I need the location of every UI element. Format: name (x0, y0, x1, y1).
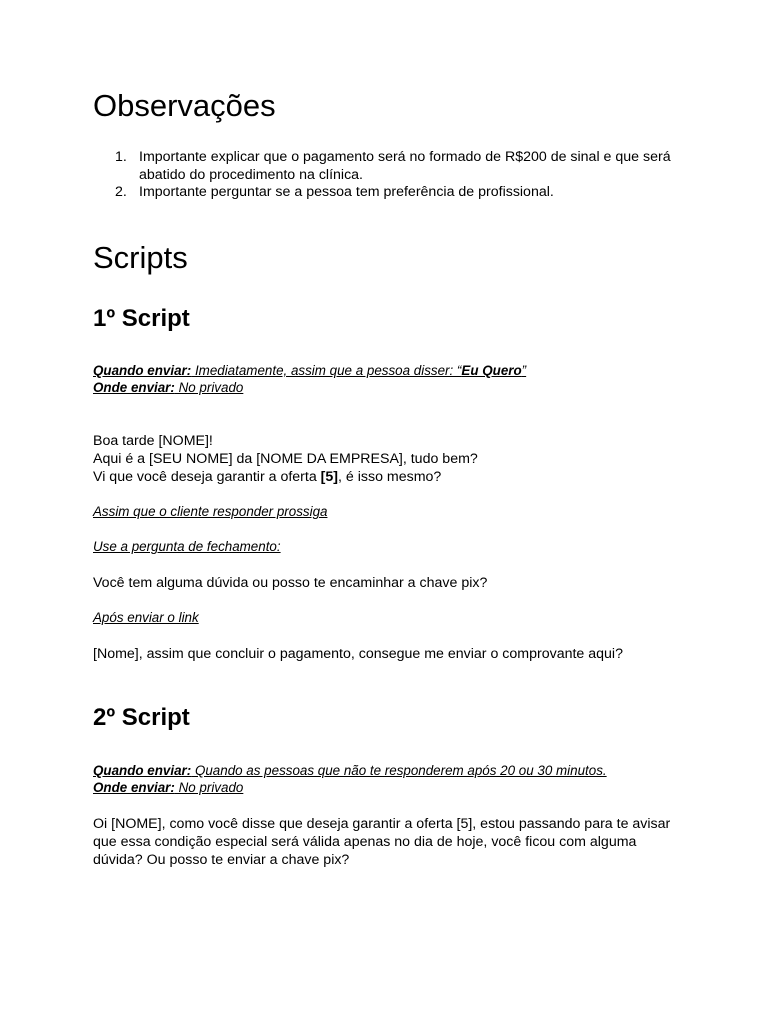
script1-when-bold: Eu Quero (461, 363, 522, 378)
script1-offer-text: Vi que você deseja garantir a oferta (93, 469, 321, 485)
script1-when-label: Quando enviar: (93, 363, 192, 378)
list-item (93, 184, 693, 202)
script1-where-label: Onde enviar: (93, 380, 175, 395)
script1-question: Você tem alguma dúvida ou posso te encaminhar a chave pix? (93, 575, 488, 591)
script2-where-text: No privado (174, 780, 244, 795)
script1-where (93, 379, 243, 397)
script2-body-line-3: dúvida? Ou posso te enviar a chave pix? (93, 852, 350, 868)
script1-where-text: No privado (174, 380, 244, 395)
script1-note-closing-question: Use a pergunta de fechamento: (93, 539, 281, 554)
script1-title: 1º Script (93, 305, 190, 332)
observacoes-heading: Observações (93, 88, 276, 123)
script2-title: 2º Script (93, 704, 190, 731)
script2-where (93, 779, 243, 797)
script2-body-line-1: Oi [NOME], como você disse que deseja garantir a oferta [5], estou passando para te avisar (93, 816, 671, 832)
list-item-number: 2. (115, 184, 127, 201)
script2-when-label: Quando enviar: (93, 763, 192, 778)
script2-when-text: Quando as pessoas que não te responderem após 20 ou 30 minutos. (191, 763, 607, 778)
scripts-heading: Scripts (93, 240, 188, 275)
script1-when (93, 362, 526, 380)
script1-closing: [Nome], assim que concluir o pagamento, consegue me enviar o comprovante aqui? (93, 646, 623, 662)
script1-offer-number: [5] (320, 469, 339, 485)
script1-offer (93, 468, 441, 486)
script2-body-line-2: que essa condição especial será válida apenas no dia de hoje, você ficou com alguma (93, 834, 637, 850)
list-item-text: Importante explicar que o pagamento será no formado de R$200 de sinal e que será abatido do procedimento na clínica. (139, 149, 671, 183)
script1-greeting: Boa tarde [NOME]! (93, 433, 213, 449)
script2-where-label: Onde enviar: (93, 780, 175, 795)
script2-when (93, 762, 607, 780)
list-item-text: Importante perguntar se a pessoa tem preferência de profissional. (139, 184, 554, 201)
observacoes-list (93, 149, 693, 202)
script1-offer-tail: , é isso mesmo? (338, 469, 442, 485)
script1-note-after-link: Após enviar o link (93, 610, 199, 625)
list-item-number: 1. (115, 149, 127, 165)
script1-when-close-quote: ” (521, 363, 527, 378)
script1-when-text: Imediatamente, assim que a pessoa disser: “ (191, 363, 462, 378)
script1-intro: Aqui é a [SEU NOME] da [NOME DA EMPRESA], tudo bem? (93, 451, 478, 467)
script1-note-continue: Assim que o cliente responder prossiga (93, 504, 328, 519)
list-item (93, 149, 693, 184)
